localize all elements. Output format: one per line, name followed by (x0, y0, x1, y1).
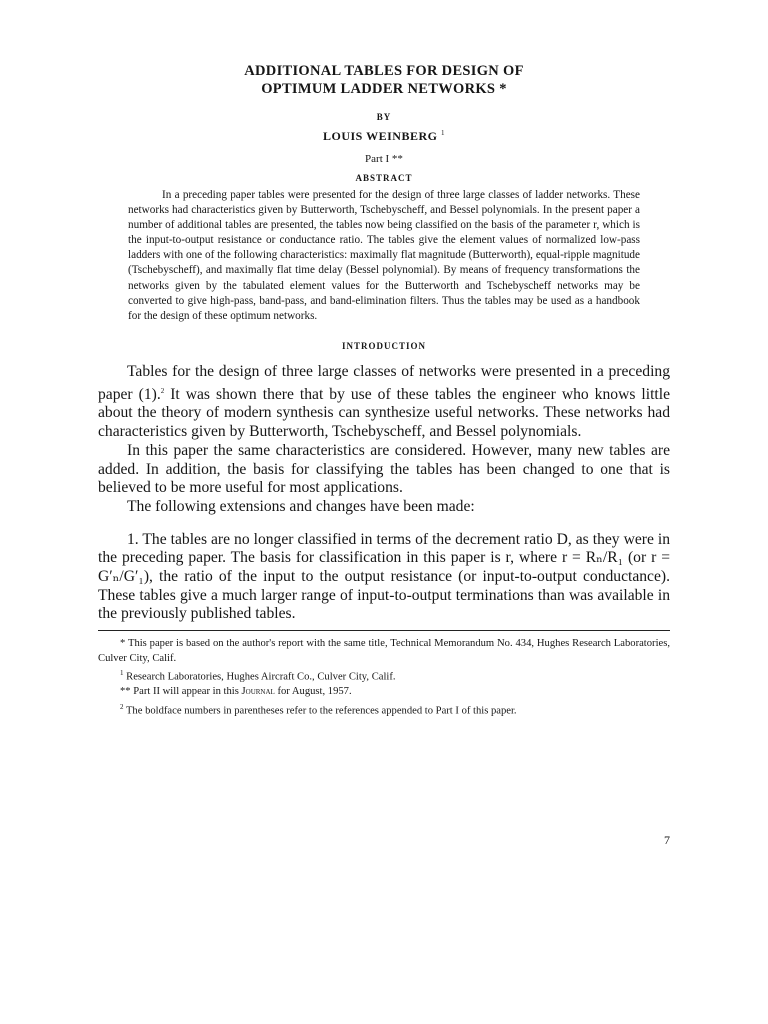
footnote-2-mark: 1 (120, 669, 124, 678)
abstract-text: In a preceding paper tables were presented for the design of three large classes of ladder networks. These networks had characteristics given by Butterworth, Tschebyscheff, and Bessel polynomials. In the present paper a number of additional tables are presented, the tables now being classified on the basis of the parameter r, which is the input-to-output resistance or conductance ratio. The tables give the element values of normalized low-pass ladders with one of the following characteristics: maximally flat magnitude (Butterworth), equal-ripple magnitude (Tschebyscheff), and maximally flat time delay (Bessel polynomial). By means of frequency transformations the networks given by the tabulated element values for the Butterworth and Tschebyscheff networks may be converted to give high-pass, band-pass, and band-elimination filters. Thus the tables may be used as a handbook for the design of these optimum networks. (128, 189, 640, 322)
footnote-3-journal: Journal (241, 686, 275, 698)
footnote-3-text-b: for August, 1957. (274, 686, 352, 698)
paper-title-line-2: OPTIMUM LADDER NETWORKS * (261, 81, 507, 97)
intro-paragraph-3: The following extensions and changes have been made: (127, 497, 475, 515)
footnote-4 (98, 700, 670, 719)
part-label: Part I ** (365, 153, 403, 165)
abstract-heading: ABSTRACT (355, 173, 413, 183)
footnote-2-text: Research Laboratories, Hughes Aircraft Co., Culver City, Calif. (123, 671, 396, 683)
author-footnote-mark: 1 (440, 129, 445, 137)
paper-page (98, 62, 670, 847)
author-name (98, 129, 670, 144)
footnote-ref-2: 2 (160, 386, 165, 395)
author-name-text: LOUIS WEINBERG (323, 129, 438, 143)
intro-paragraph-1 (98, 363, 670, 442)
footnote-4-text: The boldface numbers in parentheses refer to the references appended to Part I of this paper. (123, 705, 517, 717)
by-label: BY (376, 112, 392, 122)
intro-paragraph-1-part-a: Tables for the design of three large classes of networks were presented in a preceding paper (1). (98, 362, 670, 403)
intro-paragraph-1-part-b: It was shown there that by use of these tables the engineer who knows little about the theory of modern synthesis can synthesize useful networks. These networks had characteristics given by Butterworth, Tschebyscheff, and Bessel polynomials. (98, 385, 670, 441)
intro-paragraph-4-part-b: These tables give a much larger range of input-to-output terminations than was available in the previously published tables. (98, 586, 670, 623)
footnote-2 (98, 666, 670, 685)
footnote-1: * This paper is based on the author's report with the same title, Technical Memorandum No. 434, Hughes Research Laboratories, Culver City, Calif. (98, 638, 670, 664)
intro-paragraph-2: In this paper the same characteristics are considered. However, many new tables are added. In addition, the basis for classifying the tables has been changed to one that is believed to be more useful for most applications. (98, 441, 670, 497)
intro-paragraph-4-part-a: 1. The tables are no longer classified in terms of the decrement ratio D, as they were in the preceding paper. The basis for classification in this paper is r, where r = Rₙ/R₁ (or r = G′ₙ/G′₁), the ratio of the input to the output resistance (or input-to-output conductance). (98, 530, 670, 586)
footnote-3-text-a: ** Part II will appear in this (120, 686, 242, 698)
footnote-3 (98, 685, 670, 700)
introduction-heading: INTRODUCTION (341, 340, 426, 351)
page-number: 7 (664, 833, 670, 847)
footnote-4-mark: 2 (120, 703, 124, 712)
paper-title-line-1: ADDITIONAL TABLES FOR DESIGN OF (244, 63, 524, 79)
footnote-divider (98, 630, 670, 631)
intro-paragraph-4 (98, 531, 670, 625)
